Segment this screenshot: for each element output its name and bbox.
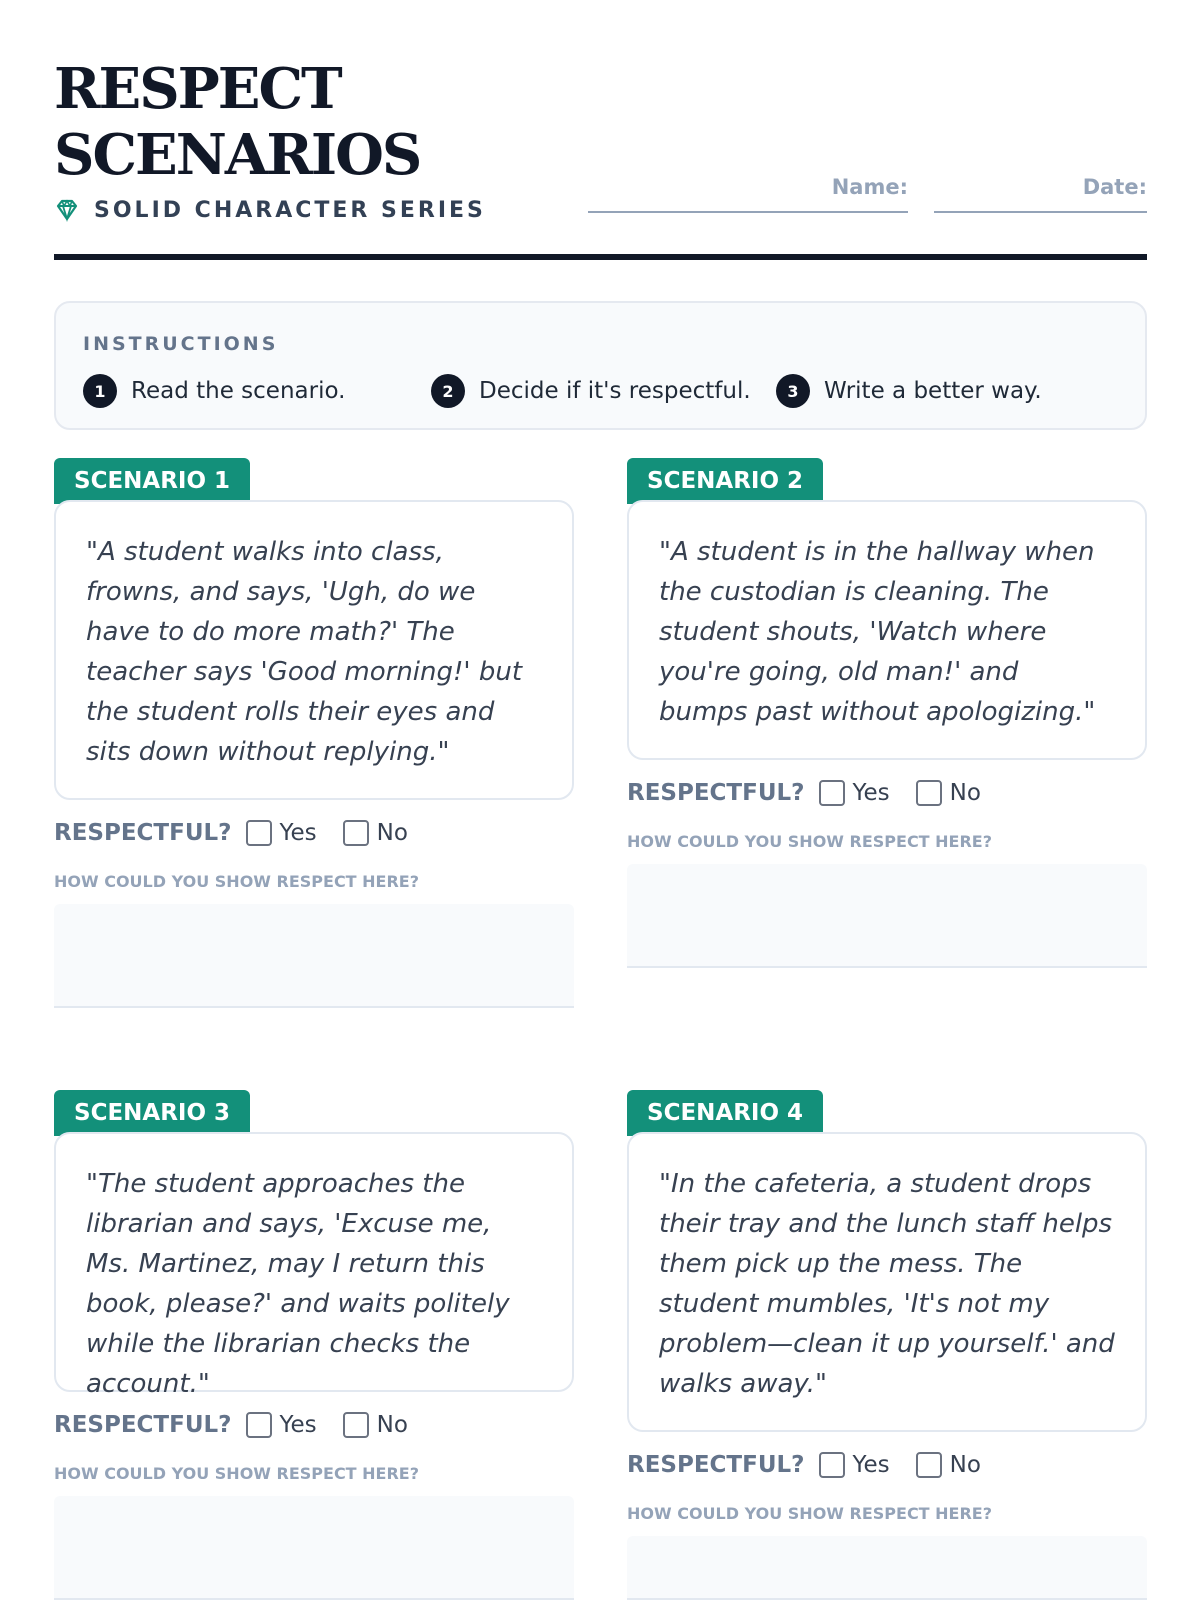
step-2 bbox=[431, 373, 751, 409]
title-line-2: SCENARIOS bbox=[54, 122, 421, 188]
respectful-label: RESPECTFUL? bbox=[627, 1452, 805, 1478]
yes-checkbox[interactable] bbox=[819, 780, 845, 806]
scenario-text: "The student approaches the librarian and says, 'Excuse me, Ms. Martinez, may I return this book, please?' and waits politely while the librarian checks the account." bbox=[86, 1169, 510, 1399]
no-label: No bbox=[949, 1452, 981, 1478]
scenario-tag: SCENARIO 4 bbox=[627, 1090, 823, 1136]
yes-checkbox[interactable] bbox=[246, 820, 272, 846]
answer-prompt: HOW COULD YOU SHOW RESPECT HERE? bbox=[627, 832, 993, 851]
instructions-box bbox=[54, 301, 1147, 430]
date-label: Date: bbox=[1082, 175, 1147, 199]
answer-prompt: HOW COULD YOU SHOW RESPECT HERE? bbox=[54, 1464, 420, 1483]
scenario-text: "A student walks into class, frowns, and says, 'Ugh, do we have to do more math?' The teacher says 'Good morning!' but the student rolls their eyes and sits down without replying." bbox=[86, 537, 523, 767]
step-text: Write a better way. bbox=[824, 378, 1042, 404]
respectful-question bbox=[54, 817, 434, 849]
header-divider bbox=[54, 254, 1147, 260]
gem-icon bbox=[54, 197, 80, 223]
title-line-1: RESPECT bbox=[54, 56, 341, 122]
yes-label: Yes bbox=[279, 820, 317, 846]
page-title bbox=[54, 56, 420, 188]
step-number: 1 bbox=[83, 374, 117, 408]
respectful-question bbox=[54, 1409, 434, 1441]
scenario-card bbox=[54, 500, 574, 800]
respectful-label: RESPECTFUL? bbox=[54, 1412, 232, 1438]
step-number: 2 bbox=[431, 374, 465, 408]
scenario-text: "In the cafeteria, a student drops their tray and the lunch staff helps them pick up the mess. The student mumbles, 'It's not my problem—clean it up yourself.' and walks away." bbox=[659, 1169, 1115, 1399]
no-checkbox[interactable] bbox=[343, 820, 369, 846]
no-label: No bbox=[376, 1412, 408, 1438]
step-3 bbox=[776, 373, 1042, 409]
scenario-tag: SCENARIO 3 bbox=[54, 1090, 250, 1136]
answer-prompt: HOW COULD YOU SHOW RESPECT HERE? bbox=[54, 872, 420, 891]
name-field[interactable] bbox=[588, 175, 908, 213]
answer-field[interactable] bbox=[54, 904, 574, 1008]
step-text: Decide if it's respectful. bbox=[479, 378, 751, 404]
respectful-question bbox=[627, 1449, 1007, 1481]
worksheet-page bbox=[54, 0, 1147, 1600]
scenario-card bbox=[627, 1132, 1147, 1432]
answer-field[interactable] bbox=[54, 1496, 574, 1600]
respectful-label: RESPECTFUL? bbox=[627, 780, 805, 806]
answer-field[interactable] bbox=[627, 1536, 1147, 1600]
name-label: Name: bbox=[831, 175, 908, 199]
answer-field[interactable] bbox=[627, 864, 1147, 968]
scenario-tag: SCENARIO 2 bbox=[627, 458, 823, 504]
no-checkbox[interactable] bbox=[343, 1412, 369, 1438]
yes-label: Yes bbox=[279, 1412, 317, 1438]
scenario-text: "A student is in the hallway when the custodian is cleaning. The student shouts, 'Watch where you're going, old man!' and bumps past without apologizing." bbox=[659, 537, 1096, 727]
respectful-label: RESPECTFUL? bbox=[54, 820, 232, 846]
no-label: No bbox=[949, 780, 981, 806]
respectful-question bbox=[627, 777, 1007, 809]
scenario-tag: SCENARIO 1 bbox=[54, 458, 250, 504]
step-1 bbox=[83, 373, 345, 409]
instructions-label: INSTRUCTIONS bbox=[83, 333, 279, 355]
date-field[interactable] bbox=[934, 175, 1147, 213]
scenario-card bbox=[627, 500, 1147, 760]
scenario-card bbox=[54, 1132, 574, 1399]
step-number: 3 bbox=[776, 374, 810, 408]
yes-checkbox[interactable] bbox=[246, 1412, 272, 1438]
yes-label: Yes bbox=[852, 1452, 890, 1478]
yes-label: Yes bbox=[852, 780, 890, 806]
series-label: SOLID CHARACTER SERIES bbox=[94, 197, 486, 223]
no-checkbox[interactable] bbox=[916, 1452, 942, 1478]
no-label: No bbox=[376, 820, 408, 846]
series-subtitle bbox=[54, 196, 486, 224]
step-text: Read the scenario. bbox=[131, 378, 346, 404]
yes-checkbox[interactable] bbox=[819, 1452, 845, 1478]
no-checkbox[interactable] bbox=[916, 780, 942, 806]
answer-prompt: HOW COULD YOU SHOW RESPECT HERE? bbox=[627, 1504, 993, 1523]
